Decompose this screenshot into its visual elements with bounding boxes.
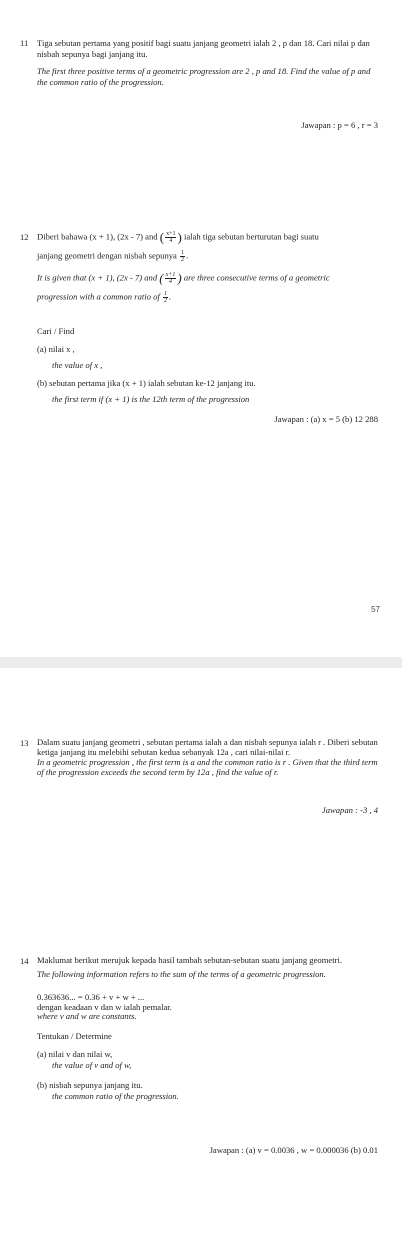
page-number: 57 bbox=[371, 605, 380, 614]
page-separator bbox=[0, 657, 402, 668]
condition-malay: dengan keadaan v dan w ialah pemalar. bbox=[37, 1001, 172, 1012]
question-12: 12 Diberi bahawa (x + 1), (2x - 7) and ( $\frac{x+1}{4}$ ) ialah tiga sebutan berturutan bagi suatu janjang geometri dengan nisbah sepunya $\frac{1}{2}$ . It is given that (x + 1), (2x - 7) and ( $\frac{x+1}{4}$ ) are three consecutive terms of a geometric progression with a common ratio of $\frac{1}{2}$ . bbox=[20, 231, 380, 304]
fraction: $\frac{x+1}{4}$ bbox=[166, 231, 176, 244]
find-label: Cari / Find (a) nilai x , the value of x , (b) sebutan pertama jika (x + 1) ialah sebutan ke-12 janjang itu. the first term if (x + 1) is the 12th term of the progression bbox=[20, 326, 380, 405]
question-text-malay: Diberi bahawa (x + 1), (2x - 7) and ( $\frac{x+1}{4}$ ) ialah tiga sebutan berturutan bagi suatu bbox=[37, 229, 319, 245]
ratio-fraction: $\frac{1}{2}$ bbox=[181, 250, 185, 263]
part-b-english: the first term if (x + 1) is the 12th term of the progression bbox=[52, 394, 250, 404]
question-13 bbox=[20, 738, 380, 777]
question-14 bbox=[20, 956, 380, 1101]
page-2 bbox=[0, 668, 402, 1236]
equation: 0.363636... = 0.36 + v + w + ... bbox=[37, 992, 145, 1002]
part-a-malay: (a) nilai v dan nilai w, bbox=[37, 1049, 113, 1059]
question-number: 14 bbox=[20, 956, 29, 966]
question-number: 11 bbox=[20, 38, 29, 48]
answer-14: Jawapan : (a) v = 0.0036 , w = 0.000036 (b) 0.01 bbox=[209, 1145, 378, 1155]
answer-13: Jawapan : -3 , 4 bbox=[321, 805, 378, 815]
part-b-malay: (b) nisbah sepunya janjang itu. bbox=[37, 1080, 143, 1090]
question-text-english: It is given that (x + 1), (2x - 7) and ( $\frac{x+1}{4}$ ) are three consecutive terms of a geometric bbox=[37, 270, 330, 286]
question-number: 12 bbox=[20, 232, 29, 242]
question-text-english: In a geometric progression , the first term is a and the common ratio is r . Given that the third term of the progression exceeds the second term by 12a , find the value of r. bbox=[37, 757, 378, 777]
answer-12: Jawapan : (a) x = 5 (b) 12 288 bbox=[274, 414, 378, 424]
question-number: 13 bbox=[20, 738, 29, 748]
part-a-english: the value of x , bbox=[52, 360, 103, 370]
condition-english: where v and w are constants. bbox=[37, 1010, 137, 1021]
question-text-malay: Tiga sebutan pertama yang positif bagi suatu janjang geometri ialah 2 , p dan 18. Cari nilai p dan nisbah sepunya bagi janjang itu. bbox=[37, 38, 370, 59]
part-b-malay: (b) sebutan pertama jika (x + 1) ialah sebutan ke-12 janjang itu. bbox=[37, 377, 256, 388]
question-text-english: The first three positive terms of a geometric progression are 2 , p and 18. Find the value of p and the common ratio of the progression. bbox=[37, 66, 371, 87]
part-b-english: the common ratio of the progression. bbox=[52, 1090, 179, 1101]
part-a-english: the value of v and of w, bbox=[52, 1059, 132, 1070]
question-text-english: The following information refers to the sum of the terms of a geometric progression. bbox=[37, 968, 326, 979]
answer-11: Jawapan : p = 6 , r = 3 bbox=[301, 120, 378, 130]
question-text-malay: Maklumat berikut merujuk kepada hasil tambah sebutan-sebutan suatu janjang geometri. bbox=[37, 955, 342, 965]
question-text-malay: Dalam suatu janjang geometri , sebutan pertama ialah a dan nisbah sepunya ialah r . Diberi sebutan ketiga janjang itu melebihi sebutan kedua sebanyak 12a , cari nilai-nilai r. bbox=[37, 737, 378, 757]
part-a-malay: (a) nilai x , bbox=[37, 343, 75, 354]
question-11 bbox=[20, 38, 380, 87]
determine-label: Tentukan / Determine bbox=[37, 1030, 112, 1041]
